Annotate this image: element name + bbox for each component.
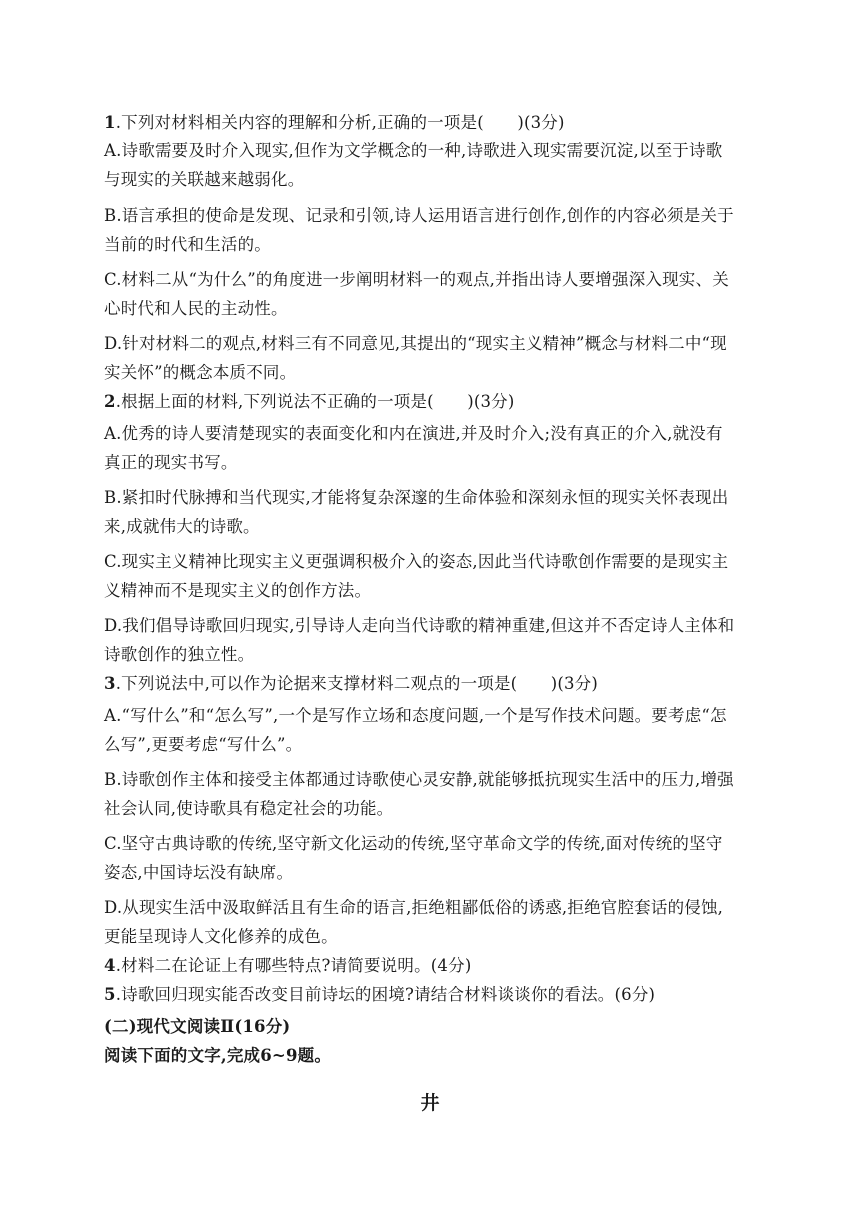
question-3-option-a-line-2: 么写”,更要考虑“写什么”。 [104, 735, 303, 754]
question-3-option-d-line-1: D.从现实生活中汲取鲜活且有生命的语言,拒绝粗鄙低俗的诱惑,拒绝官腔套话的侵蚀, [104, 898, 724, 917]
question-2-option-d-line-2: 诗歌创作的独立性。 [104, 645, 255, 664]
question-2-option-b-line-1: B.紧扣时代脉搏和当代现实,才能将复杂深邃的生命体验和深刻永恒的现实关怀表现出 [104, 488, 729, 507]
question-3-option-c-line-2: 姿态,中国诗坛没有缺席。 [104, 863, 294, 882]
question-1-option-a-line-1: A.诗歌需要及时介入现实,但作为文学概念的一种,诗歌进入现实需要沉淀,以至于诗歌 [104, 141, 723, 160]
question-4-stem: 4.材料二在论证上有哪些特点?请简要说明。(4分) [104, 956, 472, 975]
question-2-stem: 2.根据上面的材料,下列说法不正确的一项是( )(3分) [104, 392, 515, 411]
question-1-option-b-line-1: B.语言承担的使命是发现、记录和引领,诗人运用语言进行创作,创作的内容必须是关于 [104, 206, 734, 225]
question-1-option-c-line-2: 心时代和人民的主动性。 [104, 299, 288, 318]
passage-title: 井 [420, 1092, 440, 1114]
question-3-option-c-line-1: C.坚守古典诗歌的传统,坚守新文化运动的传统,坚守革命文学的传统,面对传统的坚守 [104, 834, 723, 853]
question-2-option-c-line-2: 义精神而不是现实主义的创作方法。 [104, 581, 372, 600]
question-1-option-b-line-2: 当前的时代和生活的。 [104, 235, 271, 254]
question-1-option-d-line-2: 实关怀”的概念本质不同。 [104, 363, 297, 382]
question-1-stem: 1.下列对材料相关内容的理解和分析,正确的一项是( )(3分) [104, 113, 565, 132]
question-2-option-b-line-2: 来,成就伟大的诗歌。 [104, 517, 260, 536]
question-3-option-a-line-1: A.“写什么”和“怎么写”,一个是写作立场和态度问题,一个是写作技术问题。要考虑“怎 [104, 706, 727, 725]
question-2-option-d-line-1: D.我们倡导诗歌回归现实,引导诗人走向当代诗歌的精神重建,但这并不否定诗人主体和 [104, 616, 735, 635]
question-1-option-c-line-1: C.材料二从“为什么”的角度进一步阐明材料一的观点,并指出诗人要增强深入现实、关 [104, 270, 729, 289]
question-5-stem: 5.诗歌回归现实能否改变目前诗坛的困境?请结合材料谈谈你的看法。(6分) [104, 985, 656, 1004]
question-3-option-b-line-1: B.诗歌创作主体和接受主体都通过诗歌使心灵安静,就能够抵抗现实生活中的压力,增强 [104, 770, 734, 789]
question-2-option-a-line-1: A.优秀的诗人要清楚现实的表面变化和内在演进,并及时介入;没有真正的介入,就没有 [104, 424, 723, 443]
question-1-option-d-line-1: D.针对材料二的观点,材料三有不同意见,其提出的“现实主义精神”概念与材料二中“现 [104, 334, 727, 353]
question-2-option-c-line-1: C.现实主义精神比现实主义更强调积极介入的姿态,因此当代诗歌创作需要的是现实主 [104, 552, 729, 571]
question-3-option-d-line-2: 更能呈现诗人文化修养的成色。 [104, 927, 338, 946]
reading-instruction: 阅读下面的文字,完成6~9题。 [104, 1046, 332, 1065]
question-3-stem: 3.下列说法中,可以作为论据来支撑材料二观点的一项是( )(3分) [104, 674, 599, 693]
question-2-option-a-line-2: 真正的现实书写。 [104, 453, 238, 472]
section-heading: (二)现代文阅读Ⅱ(16分) [104, 1017, 291, 1036]
question-3-option-b-line-2: 社会认同,使诗歌具有稳定社会的功能。 [104, 799, 394, 818]
question-1-option-a-line-2: 与现实的关联越来越弱化。 [104, 170, 305, 189]
